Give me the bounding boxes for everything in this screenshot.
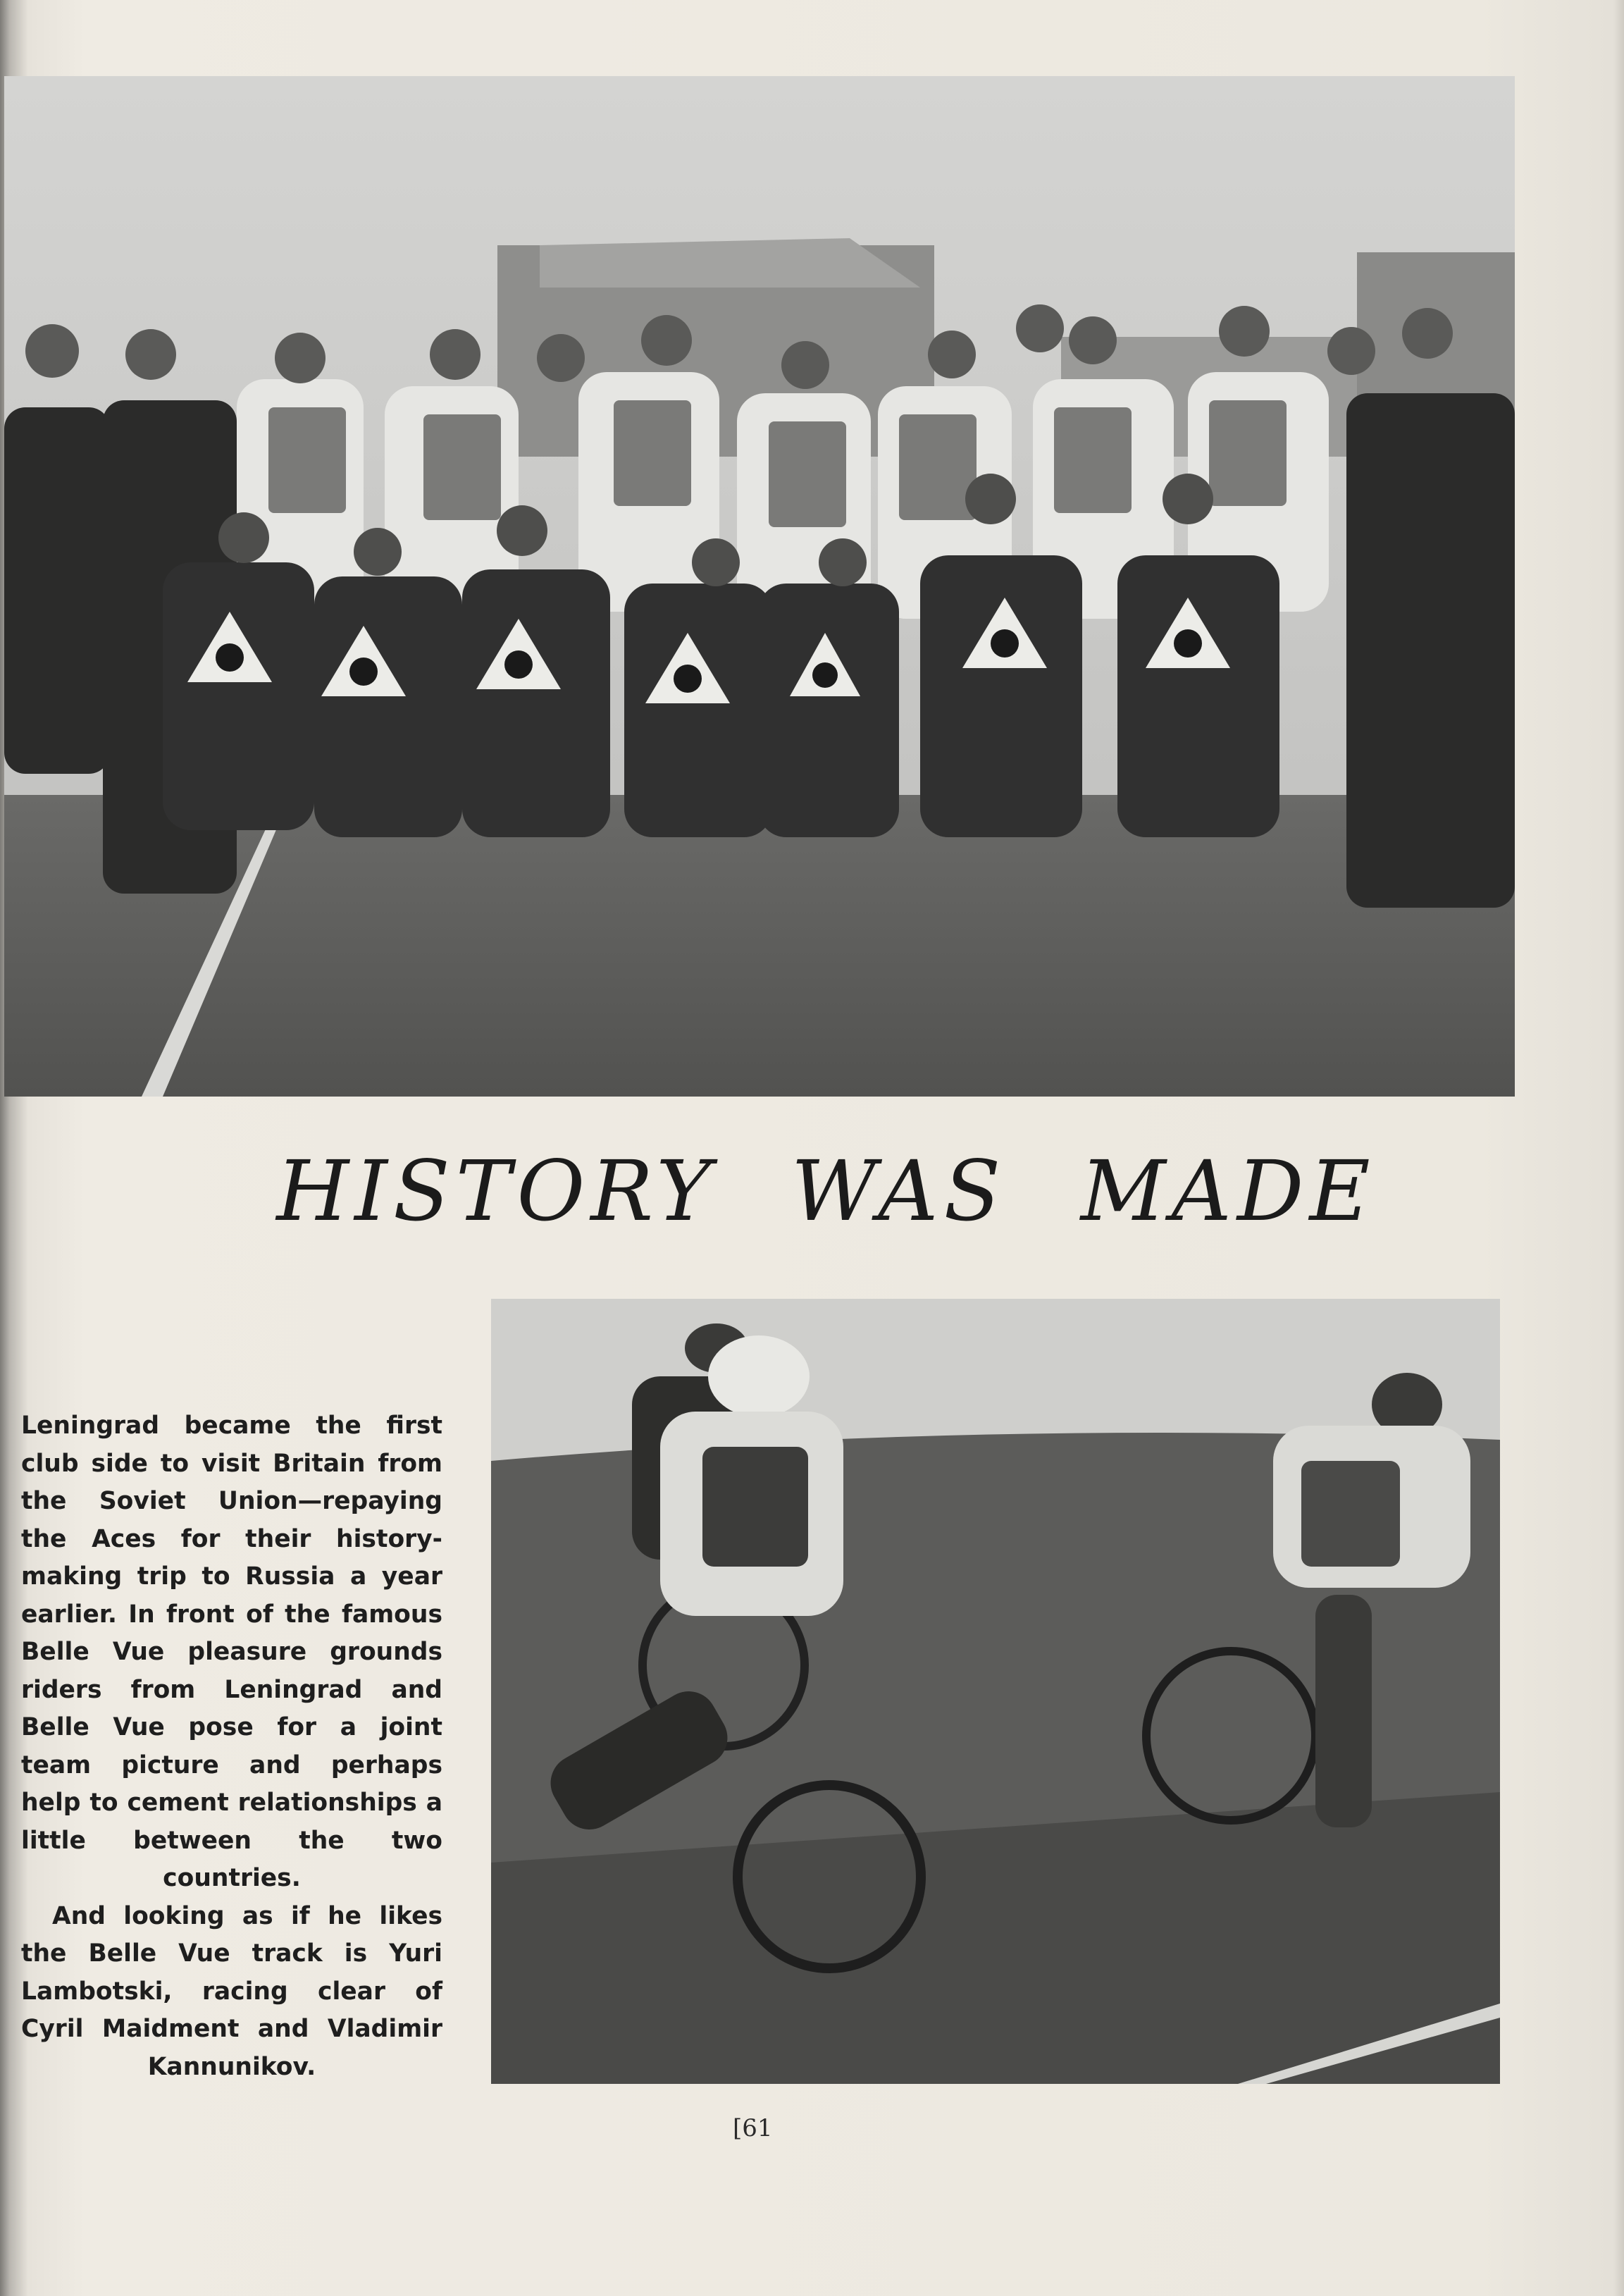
racing-photo (491, 1299, 1500, 2084)
team-photo (4, 76, 1515, 1097)
caption-text (21, 1407, 442, 2086)
page-number: [61 (733, 2114, 773, 2142)
caption-paragraph: Leningrad became the first club side to visit Britain from the Soviet Union—repaying the Aces for their history-making trip to Russia a year earlier. In front of the famous Belle Vue pleasure grounds riders from Leningrad and Belle Vue pose for a joint team picture and perhaps help to cement relationships a little between the two countries. (21, 1412, 442, 1892)
caption-paragraph: And looking as if he likes the Belle Vue track is Yuri Lambotski, racing clear of Cyril Maidment and Vladimir Kannunikov. (21, 1901, 442, 2081)
page-headline: HISTORY WAS MADE (276, 1142, 1376, 1240)
